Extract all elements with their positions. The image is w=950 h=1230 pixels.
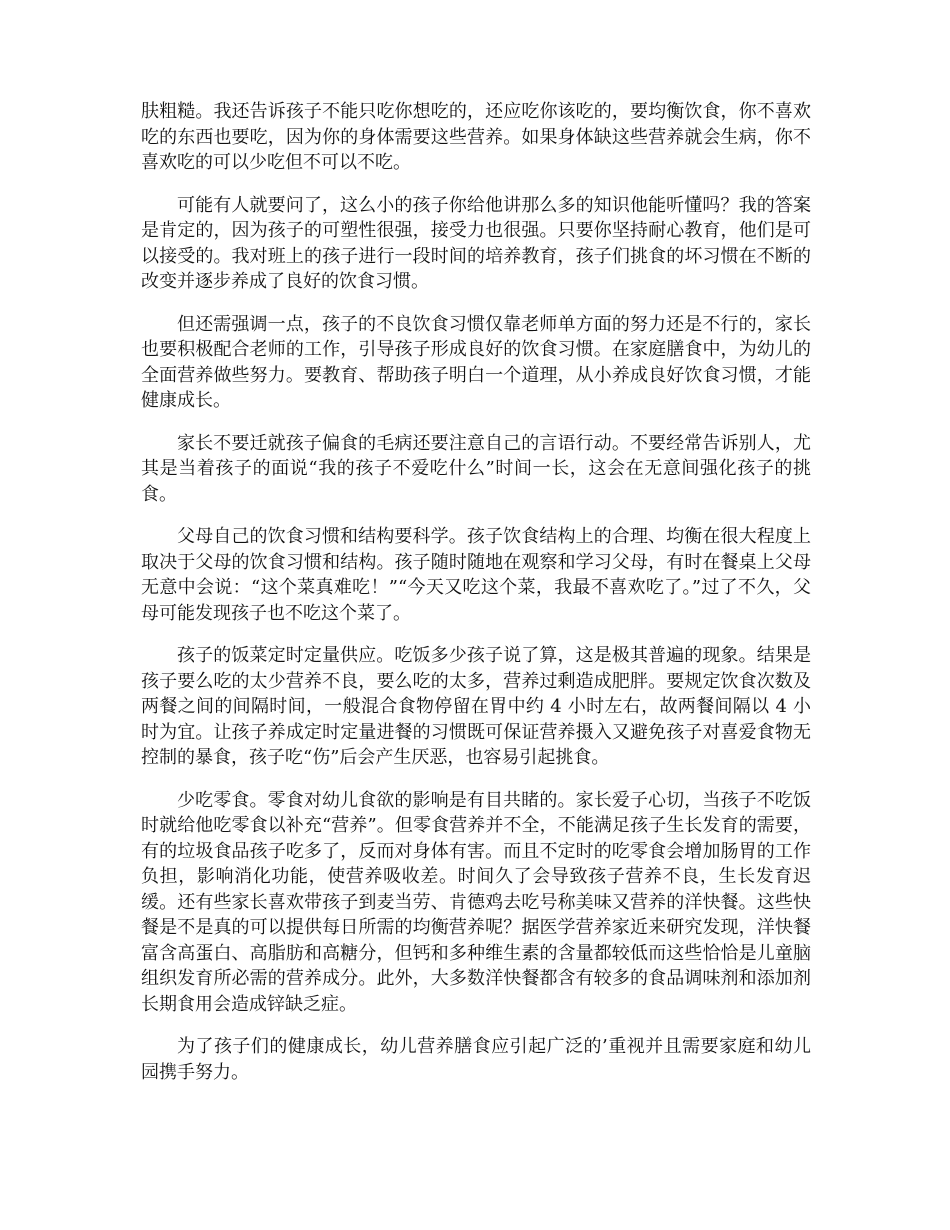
- paragraph-continuation: 肤粗糙。我还告诉孩子不能只吃你想吃的，还应吃你该吃的，要均衡饮食，你不喜欢吃的东西也要吃，因为你的身体需要这些营养。如果身体缺这些营养就会生病，你不喜欢吃的可以少吃但不可以不吃。: [141, 101, 811, 173]
- paragraph-2: 可能有人就要问了，这么小的孩子你给他讲那么多的知识他能听懂吗？我的答案是肯定的，因为孩子的可塑性很强，接受力也很强。只要你坚持耐心教育，他们是可以接受的。我对班上的孩子进行一段时间的培养教育，孩子们挑食的坏习惯在不断的改变并逐步养成了良好的饮食习惯。: [141, 194, 811, 292]
- paragraph-3: 但还需强调一点，孩子的不良饮食习惯仅靠老师单方面的努力还是不行的，家长也要积极配合老师的工作，引导孩子形成良好的饮食习惯。在家庭膳食中，为幼儿的全面营养做些努力。要教育、帮助孩子明白一个道理，从小养成良好饮食习惯，才能健康成长。: [141, 313, 811, 411]
- document-page: [141, 99, 811, 1102]
- paragraph-6: 孩子的饭菜定时定量供应。吃饭多少孩子说了算，这是极其普遍的现象。结果是孩子要么吃的太少营养不良，要么吃的太多，营养过剩造成肥胖。要规定饮食次数及两餐之间的间隔时间，一般混合食物停留在胃中约 4 小时左右，故两餐间隔以 4 小时为宜。让孩子养成定时定量进餐的习惯既可保证营养摄入又避免孩子对喜爱食物无控制的暴食，孩子吃“伤”后会产生厌恶，也容易引起挑食。: [141, 645, 811, 768]
- paragraph-7: 少吃零食。零食对幼儿食欲的影响是有目共睹的。家长爱子心切，当孩子不吃饭时就给他吃零食以补充“营养”。但零食营养并不全，不能满足孩子生长发育的需要，有的垃圾食品孩子吃多了，反而对身体有害。而且不定时的吃零食会增加肠胃的工作负担，影响消化功能，使营养吸收差。时间久了会导致孩子营养不良，生长发育迟缓。还有些家长喜欢带孩子到麦当劳、肯德鸡去吃号称美味又营养的洋快餐。这些快餐是不是真的可以提供每日所需的均衡营养呢？据医学营养家近来研究发现，洋快餐富含高蛋白、高脂肪和高糖分，但钙和多种维生素的含量都较低而这些恰恰是儿童脑组织发育所必需的营养成分。此外，大多数洋快餐都含有较多的食品调味剂和添加剂长期食用会造成锌缺乏症。: [141, 789, 811, 1015]
- paragraph-4: 家长不要迁就孩子偏食的毛病还要注意自己的言语行动。不要经常告诉别人，尤其是当着孩子的面说“我的孩子不爱吃什么”时间一长，这会在无意间强化孩子的挑食。: [141, 432, 811, 505]
- paragraph-5: 父母自己的饮食习惯和结构要科学。孩子饮食结构上的合理、均衡在很大程度上取决于父母的饮食习惯和结构。孩子随时随地在观察和学习父母，有时在餐桌上父母无意中会说：“这个菜真难吃！”“今天又吃这个菜，我最不喜欢吃了。”过了不久，父母可能发现孩子也不吃这个菜了。: [141, 526, 811, 624]
- paragraph-8: 为了孩子们的健康成长，幼儿营养膳食应引起广泛的’重视并且需要家庭和幼儿园携手努力。: [141, 1036, 811, 1083]
